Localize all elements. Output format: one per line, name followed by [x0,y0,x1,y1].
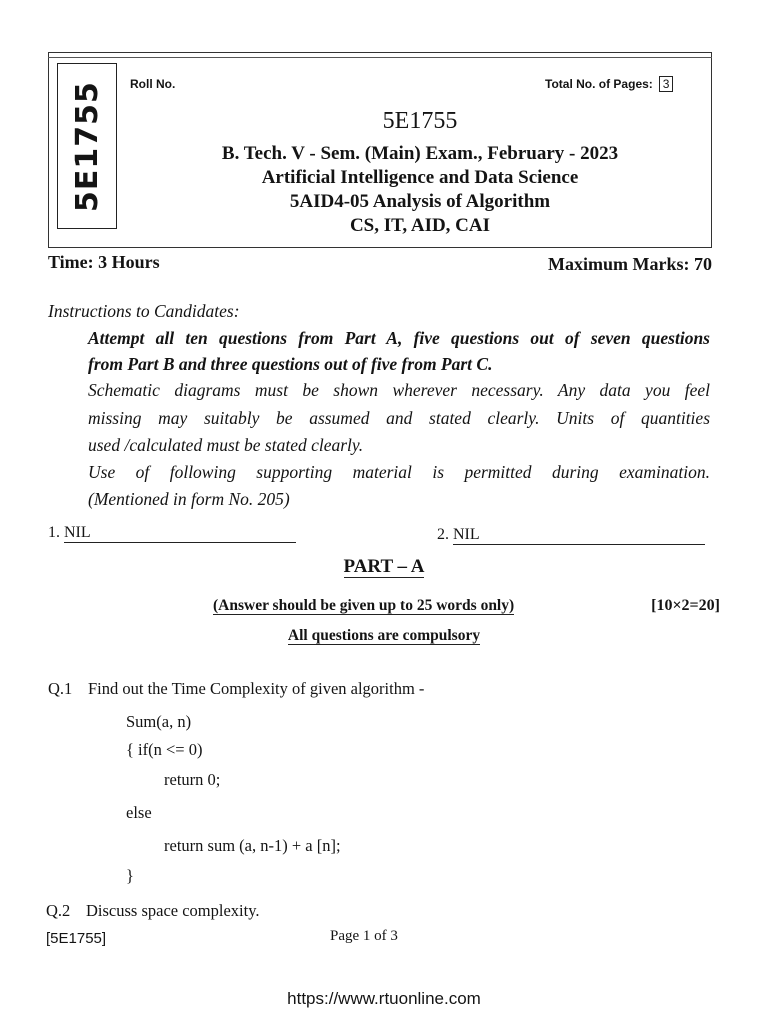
footer-paper-code: [5E1755] [46,930,107,947]
paper-code-vertical-text: 5E1755 [69,80,105,212]
instructions-heading: Instructions to Candidates: [48,301,240,321]
total-pages [545,76,673,92]
paper-code-vertical [57,63,117,229]
part-a-compulsory-text: All questions are compulsory [287,627,481,644]
time-allowed: Time: 3 Hours [48,252,160,272]
q1-code-line-5: return sum (a, n-1) + a [n]; [164,836,341,855]
q2-number: Q.2 [46,901,71,920]
subject-title: 5AID4-05 Analysis of Algorithm [289,191,551,212]
exam-title: B. Tech. V - Sem. (Main) Exam., February - 2023 [221,143,619,164]
q1-text: Find out the Time Complexity of given algorithm - [88,679,425,698]
q1-code-line-3: return 0; [164,770,221,789]
footer-page-number: Page 1 of 3 [330,928,398,944]
total-pages-value: 3 [659,76,674,92]
roll-no-label: Roll No. [130,77,176,91]
material-item-1-value: NIL [64,524,296,543]
maximum-marks: Maximum Marks: 70 [548,254,712,274]
instruction-line-1: Attempt all ten questions from Part A, five questions out of seven questions [88,328,710,348]
paper-code: 5E1755 [382,108,458,134]
branch-title: Artificial Intelligence and Data Science [261,167,579,188]
part-a-compulsory [0,627,768,645]
q1-code-line-4: else [126,803,152,822]
instruction-line-4: missing may suitably be assumed and stated clearly. Units of quantities [88,408,710,428]
q2-text: Discuss space complexity. [86,901,260,920]
part-a-title-text: PART – A [343,556,425,577]
material-item-2-num: 2. [437,526,449,543]
q1-code-line-2: { if(n <= 0) [126,740,203,759]
material-item-2 [437,526,705,545]
total-pages-label: Total No. of Pages: [545,77,653,91]
part-a-note-text: (Answer should be given up to 25 words only) [213,597,515,614]
part-a-note [213,597,514,615]
q1-code-line-6: } [126,866,134,885]
material-item-2-value: NIL [453,526,705,545]
footer-url[interactable]: https://www.rtuonline.com [287,989,481,1008]
instruction-line-3: Schematic diagrams must be shown wherever necessary. Any data you feel [88,380,710,400]
q1-code-line-1: Sum(a, n) [126,712,192,731]
instruction-line-6: Use of following supporting material is permitted during examination. [88,462,710,482]
part-a-marks: [10×2=20] [651,597,720,614]
material-item-1 [48,524,296,543]
part-a-title [0,556,768,578]
header-top-rule [48,57,712,58]
instruction-line-7: (Mentioned in form No. 205) [88,489,290,509]
material-item-1-num: 1. [48,524,60,541]
instruction-line-5: used /calculated must be stated clearly. [88,435,364,455]
streams-title: CS, IT, AID, CAI [349,215,491,236]
q1-number: Q.1 [48,679,73,698]
instruction-line-2: from Part B and three questions out of five from Part C. [88,354,493,374]
